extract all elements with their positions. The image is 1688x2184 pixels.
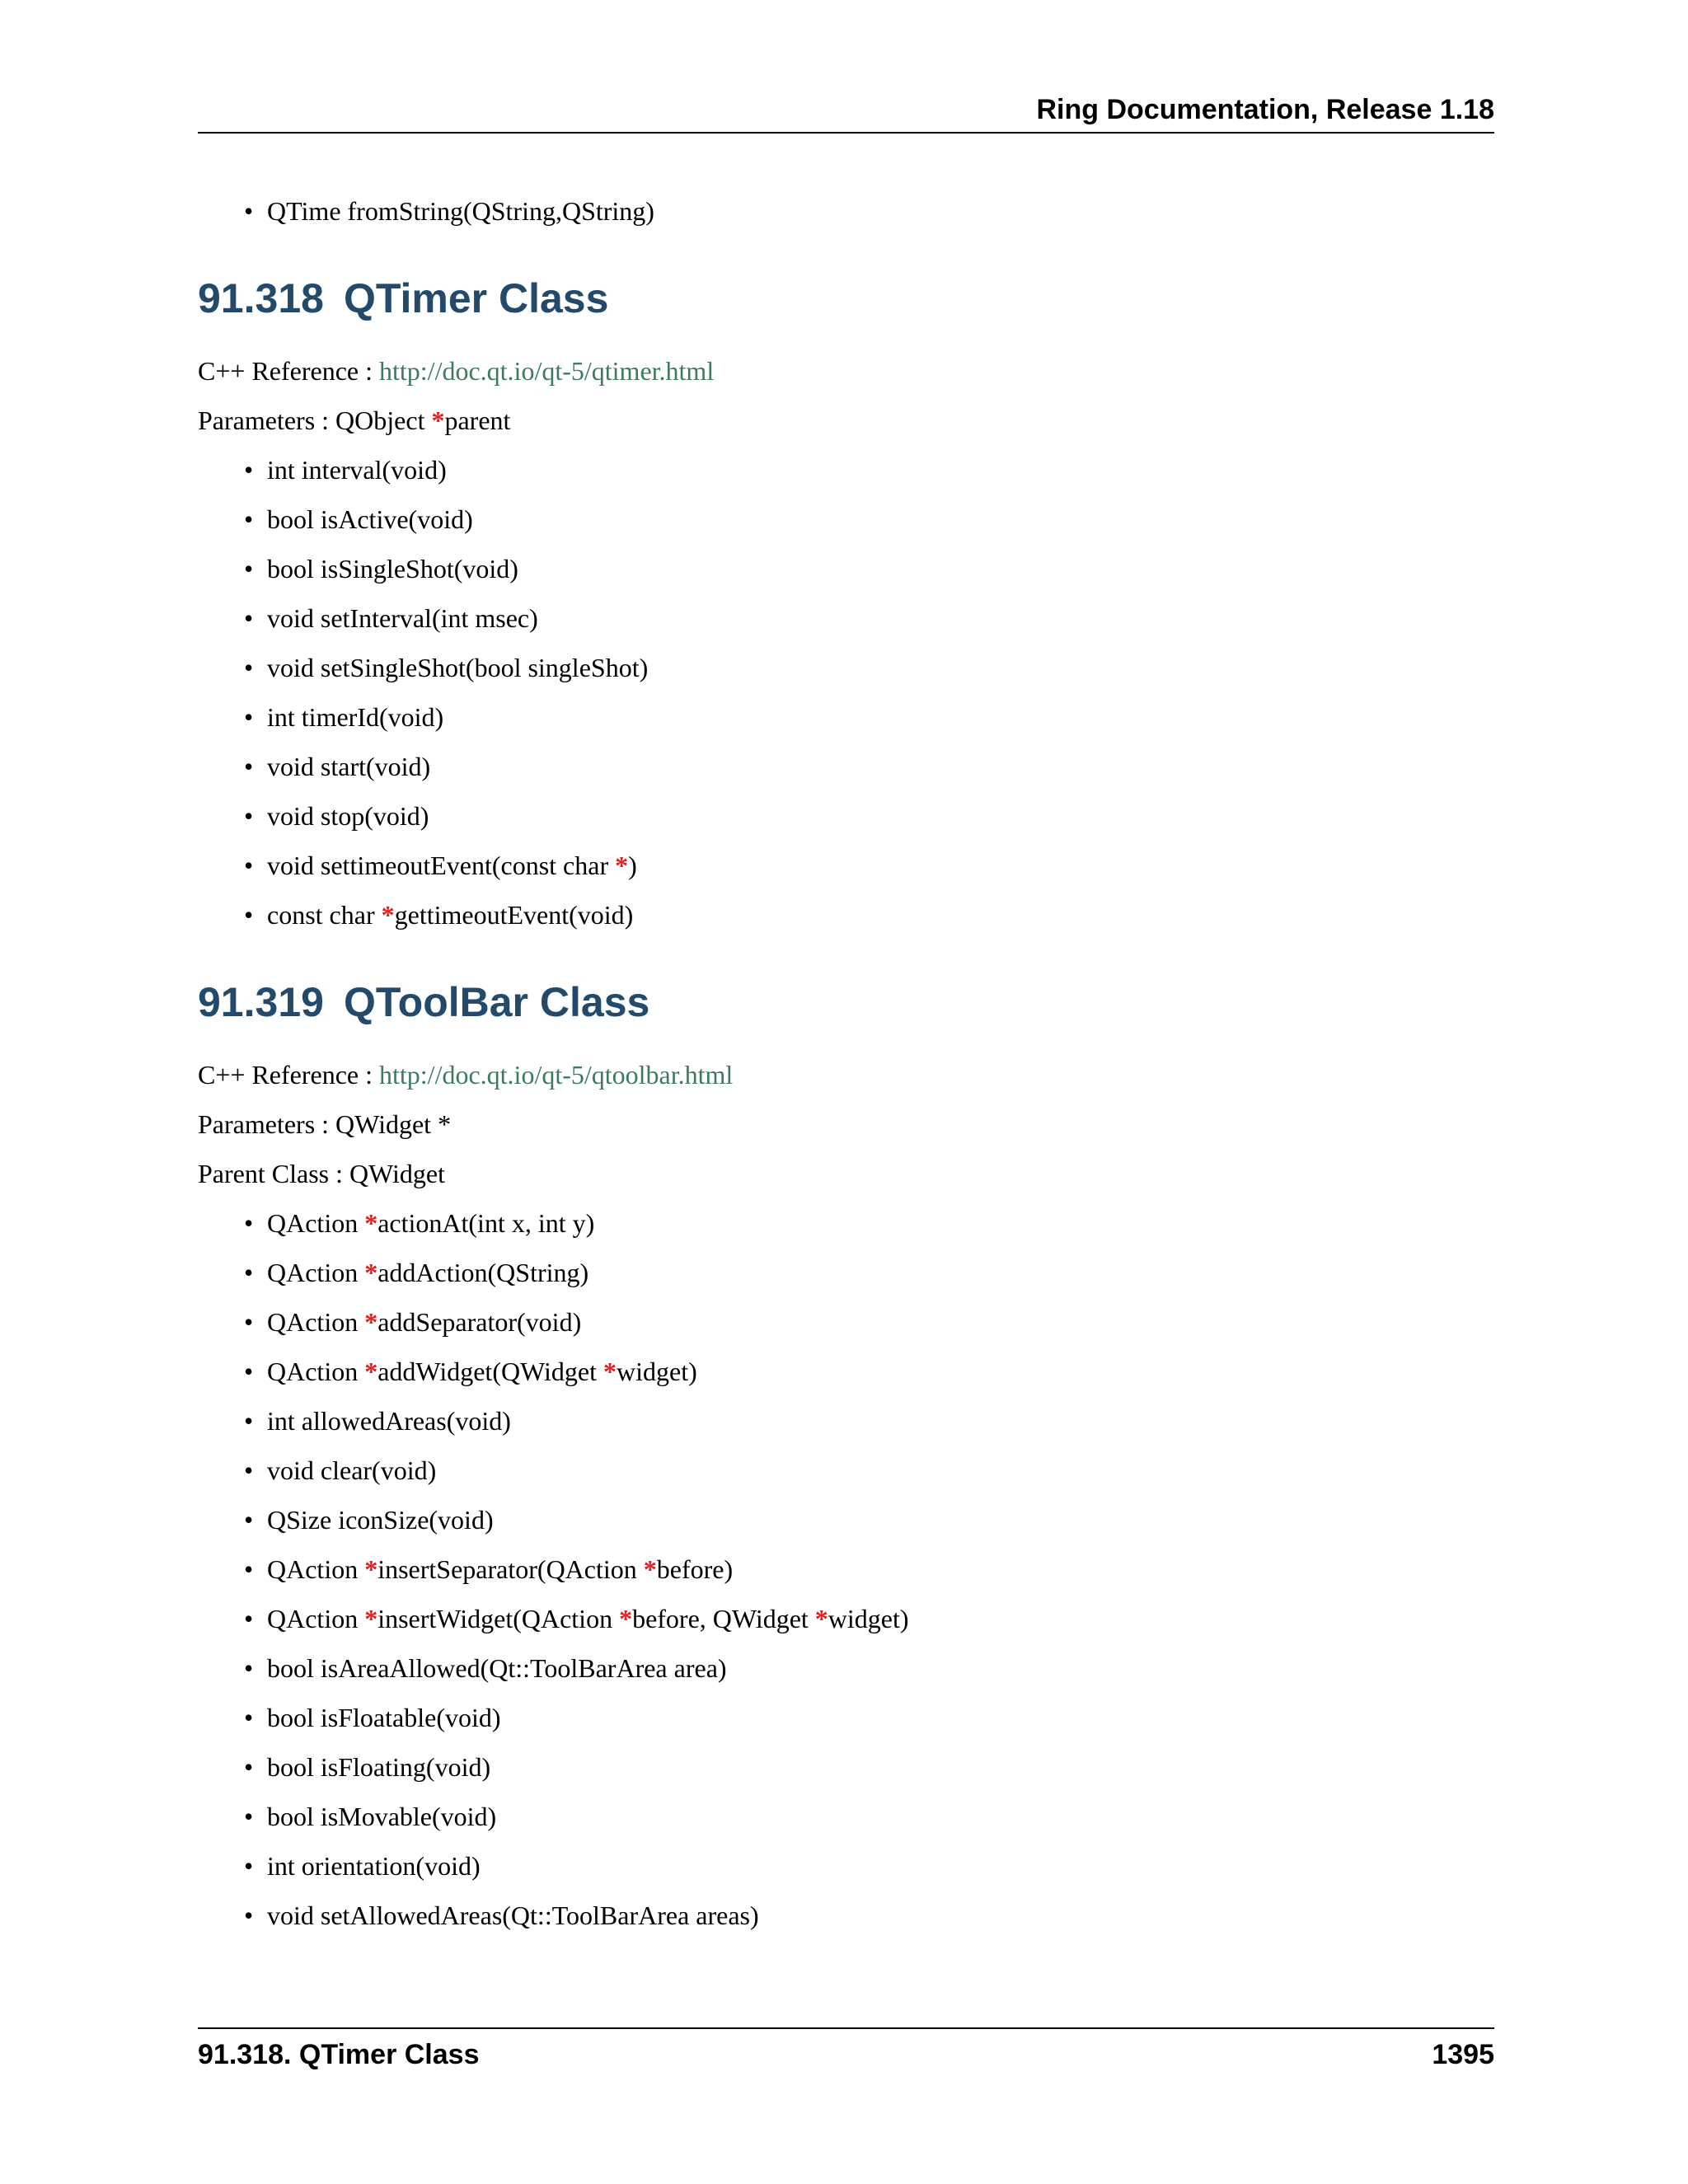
pointer-asterisk: * [364, 1258, 378, 1287]
method-item [267, 1701, 1494, 1734]
page-footer [198, 2027, 1494, 2072]
method-list [198, 1207, 1494, 1932]
page-number: 1395 [1432, 2039, 1494, 2070]
class-section [198, 274, 1494, 931]
section-title: QTimer Class [343, 275, 609, 321]
signature-text: void clear(void) [267, 1455, 437, 1485]
field-label: Parameters : [198, 1109, 336, 1139]
method-item [267, 1305, 1494, 1338]
signature-text: gettimeoutEvent(void) [394, 900, 634, 930]
section-number: 91.318 [198, 275, 324, 321]
pointer-asterisk: * [364, 1554, 378, 1584]
method-item [267, 1849, 1494, 1882]
method-item [267, 552, 1494, 585]
section-heading [198, 274, 1494, 323]
pointer-asterisk: * [603, 1357, 617, 1386]
signature-text: QAction [267, 1554, 365, 1584]
page-content [198, 194, 1494, 1948]
method-item [267, 1652, 1494, 1685]
method-item [267, 1602, 1494, 1635]
signature-text: parent [444, 405, 511, 435]
signature-text: widget) [828, 1604, 909, 1633]
pointer-asterisk: * [364, 1357, 378, 1386]
signature-text: addAction(QString) [377, 1258, 589, 1287]
signature-text: QAction [267, 1208, 365, 1238]
signature-text: int interval(void) [267, 455, 447, 485]
signature-text: bool isAreaAllowed(Qt::ToolBarArea area) [267, 1653, 727, 1683]
section-field [198, 1058, 1494, 1091]
method-item [267, 453, 1494, 486]
pointer-asterisk: * [431, 405, 445, 435]
method-item [267, 701, 1494, 733]
method-item [267, 799, 1494, 832]
signature-text: bool isSingleShot(void) [267, 554, 518, 583]
section-heading [198, 977, 1494, 1027]
signature-text: QAction [267, 1604, 365, 1633]
method-item [267, 1355, 1494, 1388]
section-field [198, 1108, 1494, 1141]
pointer-asterisk: * [364, 1307, 378, 1337]
section-field [198, 354, 1494, 387]
method-item [267, 1800, 1494, 1833]
signature-text: insertWidget(QAction [377, 1604, 620, 1633]
signature-text: ) [628, 851, 637, 880]
footer-section-title: 91.318. QTimer Class [198, 2039, 480, 2070]
signature-text: void start(void) [267, 752, 431, 781]
signature-text: QAction [267, 1307, 365, 1337]
signature-text: bool isFloating(void) [267, 1752, 491, 1782]
signature-text: actionAt(int x, int y) [377, 1208, 595, 1238]
section-field [198, 404, 1494, 437]
signature-text: addWidget(QWidget [377, 1357, 603, 1386]
signature-text: const char [267, 900, 382, 930]
signature-text: before) [656, 1554, 734, 1584]
signature-text: bool isFloatable(void) [267, 1703, 501, 1732]
pointer-asterisk: * [615, 851, 629, 880]
pointer-asterisk: * [619, 1604, 633, 1633]
pointer-asterisk: * [643, 1554, 657, 1584]
method-item [267, 849, 1494, 882]
signature-text: QWidget * [335, 1109, 452, 1139]
method-item [267, 503, 1494, 536]
field-label: C++ Reference : [198, 356, 379, 386]
method-item [267, 1750, 1494, 1783]
signature-text: QObject [335, 405, 432, 435]
signature-text: void setAllowedAreas(Qt::ToolBarArea areas) [267, 1900, 759, 1930]
cpp-reference-link[interactable]: http://doc.qt.io/qt-5/qtoolbar.html [379, 1060, 734, 1090]
section-field [198, 1157, 1494, 1190]
signature-text: QWidget [349, 1159, 445, 1188]
pointer-asterisk: * [364, 1208, 378, 1238]
signature-text: widget) [616, 1357, 697, 1386]
page-header [198, 92, 1494, 134]
method-item [267, 1454, 1494, 1487]
method-item [267, 1256, 1494, 1289]
method-item [267, 1404, 1494, 1437]
field-label: C++ Reference : [198, 1060, 379, 1090]
signature-text: void setInterval(int msec) [267, 603, 538, 633]
field-label: Parent Class : [198, 1159, 349, 1188]
signature-text: QSize iconSize(void) [267, 1505, 494, 1535]
method-item [267, 1207, 1494, 1240]
method-list [198, 453, 1494, 931]
signature-text: void stop(void) [267, 801, 429, 831]
method-item [267, 1503, 1494, 1536]
signature-text: bool isActive(void) [267, 504, 473, 534]
section-title: QToolBar Class [343, 979, 650, 1025]
section-number: 91.319 [198, 979, 324, 1025]
class-sections [198, 274, 1494, 1932]
field-label: Parameters : [198, 405, 336, 435]
cpp-reference-link[interactable]: http://doc.qt.io/qt-5/qtimer.html [379, 356, 715, 386]
signature-text: void setSingleShot(bool singleShot) [267, 653, 649, 682]
method-item [267, 1899, 1494, 1932]
signature-text: int orientation(void) [267, 1851, 481, 1881]
signature-text: QTime fromString(QString,QString) [267, 196, 654, 226]
method-item [267, 651, 1494, 684]
signature-text: int allowedAreas(void) [267, 1406, 511, 1436]
signature-text: int timerId(void) [267, 702, 444, 732]
pointer-asterisk: * [381, 900, 395, 930]
signature-text: insertSeparator(QAction [377, 1554, 644, 1584]
pointer-asterisk: * [364, 1604, 378, 1633]
intro-method-list [198, 194, 1494, 227]
method-item [267, 898, 1494, 931]
class-section [198, 977, 1494, 1932]
signature-text: QAction [267, 1258, 365, 1287]
method-item [267, 194, 1494, 227]
signature-text: void settimeoutEvent(const char [267, 851, 616, 880]
method-item [267, 602, 1494, 635]
signature-text: bool isMovable(void) [267, 1802, 497, 1831]
signature-text: QAction [267, 1357, 365, 1386]
method-item [267, 1553, 1494, 1586]
method-item [267, 750, 1494, 783]
pointer-asterisk: * [814, 1604, 828, 1633]
signature-text: before, QWidget [632, 1604, 815, 1633]
signature-text: addSeparator(void) [377, 1307, 582, 1337]
document-title: Ring Documentation, Release 1.18 [1036, 94, 1494, 125]
